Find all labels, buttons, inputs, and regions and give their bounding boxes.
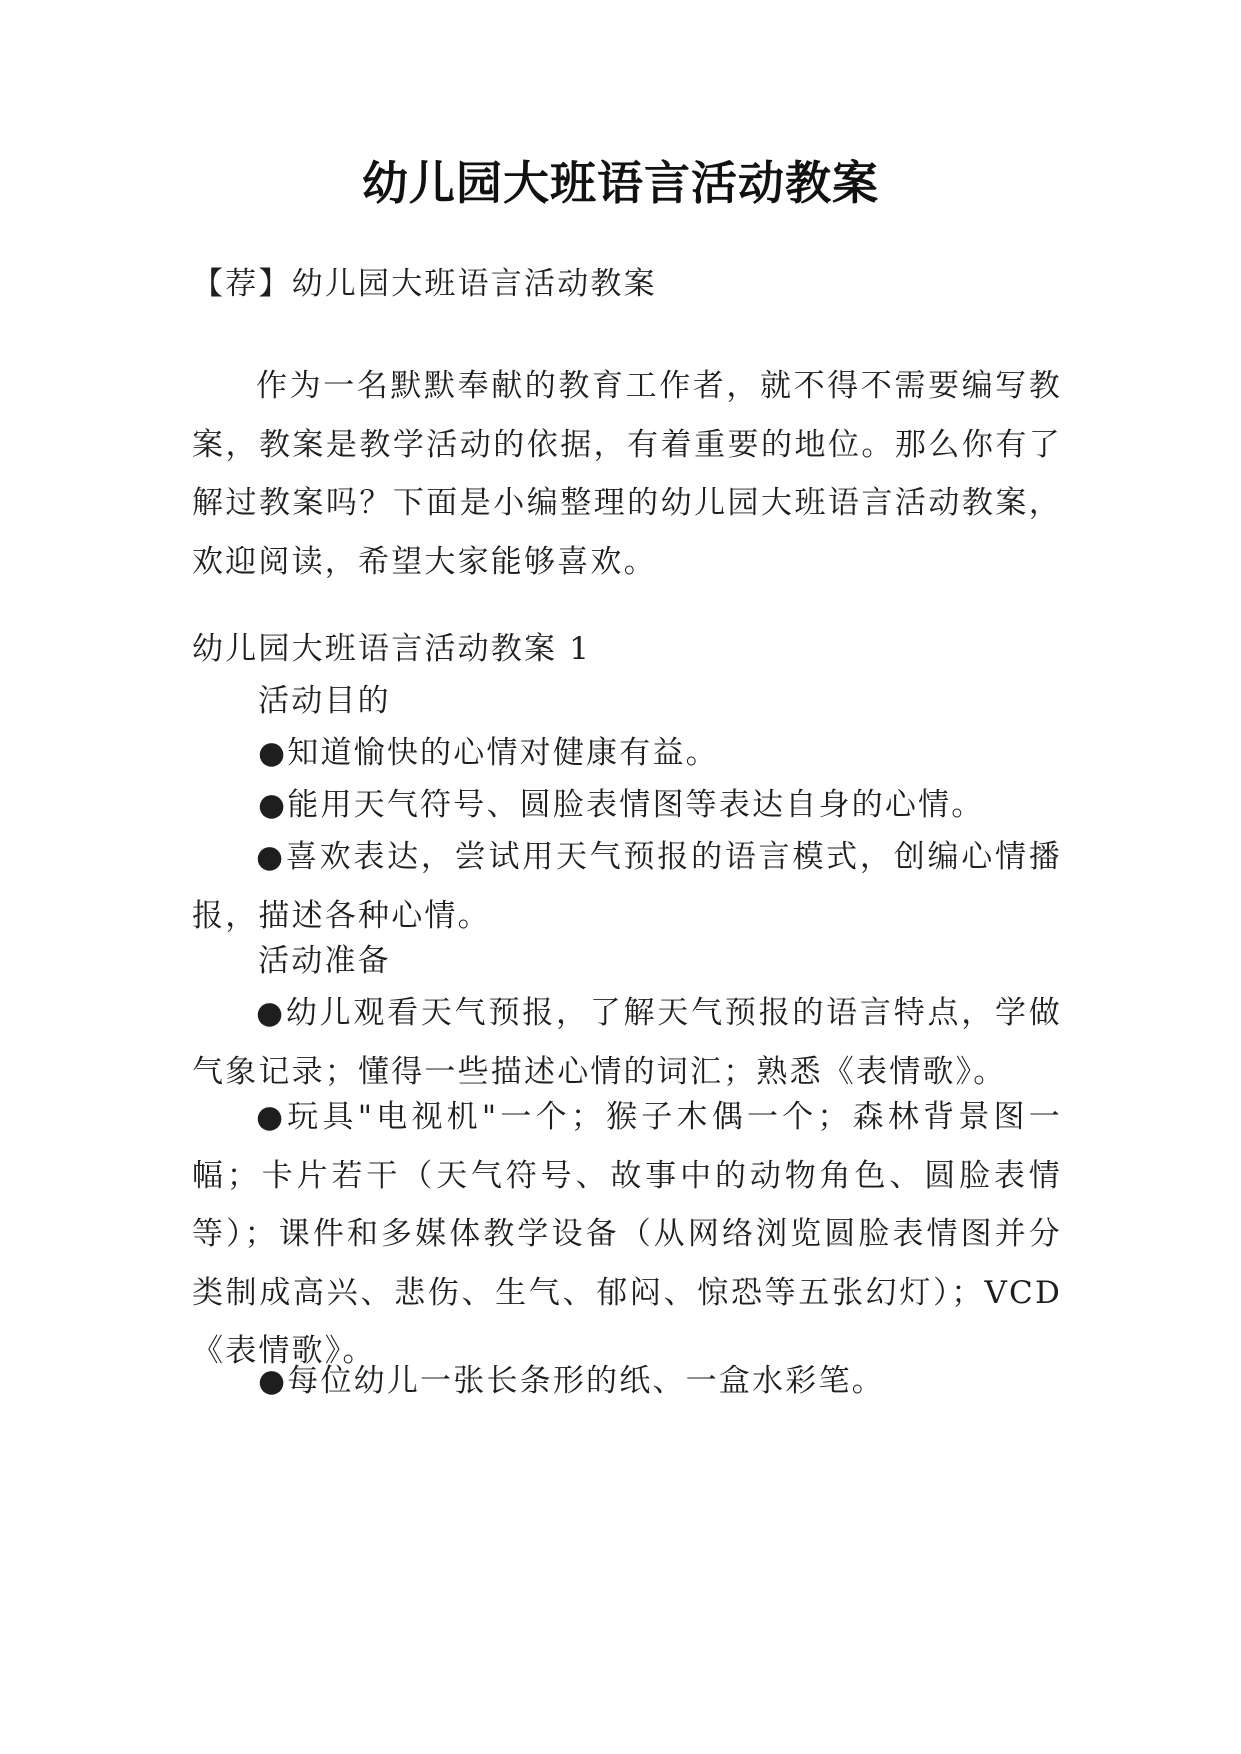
prep-heading: 活动准备 [258, 943, 391, 979]
goal-item: ●能用天气符号、圆脸表情图等表达自身的心情。 [258, 787, 985, 823]
prep-item: ●每位幼儿一张长条形的纸、一盒水彩笔。 [258, 1363, 885, 1399]
goal-item: ●喜欢表达，尝试用天气预报的语言模式，创编心情播报，描述各种心情。 [192, 839, 1062, 934]
prep-item: ●幼儿观看天气预报，了解天气预报的语言特点，学做气象记录；懂得一些描述心情的词汇；熟悉《表情歌》。 [192, 995, 1062, 1090]
goals-heading: 活动目的 [258, 683, 391, 719]
prep-item: ●玩具"电视机"一个；猴子木偶一个；森林背景图一幅；卡片若干（天气符号、故事中的动物角色、圆脸表情等）；课件和多媒体教学设备（从网络浏览圆脸表情图并分类制成高兴、悲伤、生气、郁闷、惊恐等五张幻灯）；VCD《表情歌》。 [192, 1099, 1062, 1369]
document-title: 幼儿园大班语言活动教案 [362, 156, 879, 210]
recommend-line: 【荐】幼儿园大班语言活动教案 [192, 266, 657, 302]
section-heading: 幼儿园大班语言活动教案 1 [192, 631, 592, 667]
goal-item: ●知道愉快的心情对健康有益。 [258, 735, 719, 771]
intro-paragraph: 作为一名默默奉献的教育工作者，就不得不需要编写教案，教案是教学活动的依据，有着重要的地位。那么你有了解过教案吗？下面是小编整理的幼儿园大班语言活动教案，欢迎阅读，希望大家能够喜欢。 [192, 368, 1062, 580]
